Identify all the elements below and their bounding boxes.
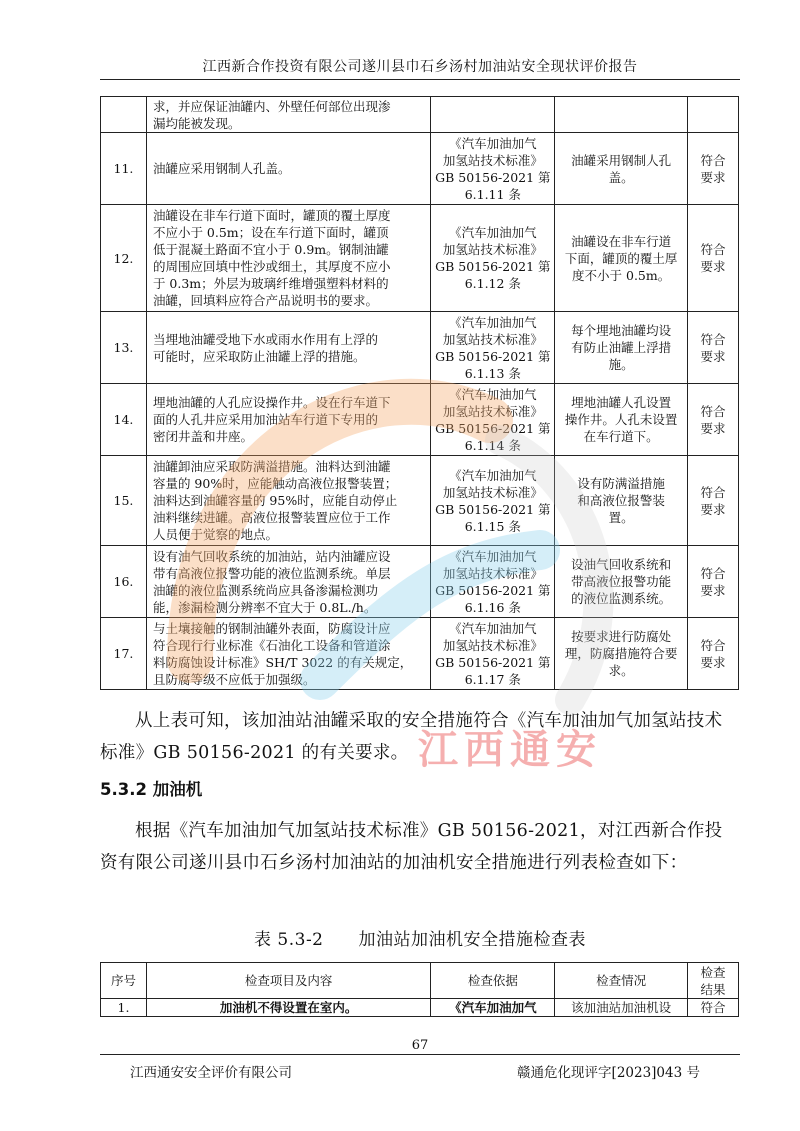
cell-basis-line: 加氢站技术标准》	[442, 637, 543, 653]
header-title: 江西新合作投资有限公司遂川县巾石乡汤村加油站安全现状评价报告	[202, 59, 638, 75]
header-check: 检查情况	[555, 963, 688, 999]
cell-no	[101, 97, 147, 133]
cell-requirement-line: 低于混凝土路面不宜小于 0.9m。钢制油罐	[152, 242, 389, 257]
cell-no: 1.	[101, 999, 147, 1017]
cell-result	[688, 133, 739, 205]
cell-basis-line: 6.1.11 条	[464, 186, 521, 202]
oil-tank-check-table	[100, 96, 739, 690]
cell-requirement-line: 漏均能被发现。	[152, 115, 241, 131]
cell-basis-line: 6.1.12 条	[464, 276, 521, 291]
cell-result-line: 符合	[700, 403, 726, 419]
cell-requirement-line: 符合现行行业标准《石油化工设备和管道涂	[152, 637, 391, 653]
header-divider	[100, 79, 740, 80]
cell-check-status	[555, 133, 688, 205]
cell-requirement-line: 可能时，应采取防止油罐上浮的措施。	[152, 348, 366, 364]
footer-divider	[100, 1054, 740, 1055]
table-row	[101, 312, 739, 384]
cell-check-status	[555, 97, 688, 133]
cell-result-line: 要求	[700, 501, 726, 517]
cell-result-line: 符合	[700, 242, 726, 257]
cell-requirement-line: 于 0.3m；外层为玻璃纤维增强塑料材料的	[152, 276, 389, 291]
cell-basis	[431, 312, 555, 384]
cell-requirement-line: 带有高液位报警功能的液位监测系统。单层	[152, 565, 391, 581]
cell-check-status	[555, 312, 688, 384]
cell-result-line: 符合	[700, 484, 726, 500]
cell-check-status	[555, 618, 688, 690]
cell-basis	[431, 618, 555, 690]
cell-check-status-line: 油罐采用钢制人孔	[571, 152, 672, 168]
cell-requirement-line: 设有油气回收系统的加油站，站内油罐应设	[152, 548, 391, 564]
cell-requirement	[146, 97, 430, 133]
cell-basis-line: 《汽车加油加气	[449, 225, 537, 240]
dispenser-check-table	[100, 962, 739, 1017]
header-no: 序号	[101, 963, 147, 999]
cell-check-status-line: 埋地油罐人孔设置	[571, 395, 672, 410]
table-row	[101, 999, 739, 1017]
cell-basis: 《汽车加油加气	[431, 999, 555, 1017]
cell-result	[688, 312, 739, 384]
cell-item: 加油机不得设置在室内。	[146, 999, 431, 1017]
cell-no: 14.	[101, 384, 147, 456]
cell-requirement	[146, 456, 430, 546]
cell-basis	[431, 97, 555, 133]
cell-requirement-line: 不应小于 0.5m；设在车行道下面时，罐顶	[152, 225, 389, 240]
cell-requirement-line: 当埋地油罐受地下水或雨水作用有上浮的	[152, 331, 378, 347]
cell-requirement	[146, 205, 430, 312]
cell-basis	[431, 546, 555, 618]
header-result	[688, 963, 739, 999]
cell-basis-line: GB 50156-2021 第	[435, 501, 551, 517]
cell-check-status-line: 求。	[608, 663, 634, 678]
cell-check-status-line: 度不小于 0.5m。	[572, 267, 671, 283]
cell-result-line: 要求	[700, 420, 726, 436]
header-item: 检查项目及内容	[146, 963, 431, 999]
cell-basis	[431, 205, 555, 312]
watermark-text: 江西通安	[418, 727, 602, 773]
table-row	[101, 456, 739, 546]
cell-basis	[431, 384, 555, 456]
cell-result-line: 符合	[700, 637, 726, 653]
table-row	[101, 384, 739, 456]
cell-requirement-line: 油罐应采用钢制人孔盖。	[152, 161, 291, 176]
cell-requirement	[146, 133, 430, 205]
cell-requirement	[146, 312, 430, 384]
cell-requirement	[146, 384, 430, 456]
table-row	[101, 546, 739, 618]
cell-result	[688, 97, 739, 133]
cell-check-status-line: 盖。	[608, 169, 634, 185]
conclusion-paragraph: 从上表可知，该加油站油罐采取的安全措施符合《汽车加油加气加氢站技术标准》GB 50156-2021 的有关要求。	[100, 711, 723, 763]
cell-check-status-line: 的液位监测系统。	[571, 591, 672, 606]
footer-company: 江西通安安全评价有限公司	[130, 1065, 292, 1081]
cell-requirement-line: 埋地油罐的人孔应设操作井。设在行车道下	[152, 395, 391, 410]
cell-result-line: 符合	[700, 331, 726, 347]
cell-basis-line: GB 50156-2021 第	[435, 348, 551, 364]
cell-requirement-line: 人员便于觉察的地点。	[152, 527, 278, 542]
cell-basis-line: 加氢站技术标准》	[442, 403, 543, 419]
footer-report-number: 赣通危化现评字[2023]043 号	[517, 1065, 700, 1081]
cell-check-status-line: 下面，罐顶的覆土厚	[564, 250, 678, 266]
cell-basis-line: 加氢站技术标准》	[442, 331, 543, 347]
cell-requirement-line: 的周围应回填中性沙或细土，其厚度不应小	[152, 259, 391, 274]
cell-basis-line: GB 50156-2021 第	[435, 169, 551, 185]
cell-no: 13.	[101, 312, 147, 384]
cell-check-status	[555, 546, 688, 618]
oil-tank-table-body	[101, 97, 739, 690]
cell-basis-line: 加氢站技术标准》	[442, 484, 543, 500]
page-number: 67	[411, 1038, 429, 1053]
cell-result-line: 要求	[700, 348, 726, 364]
cell-requirement-line: 油料继续进罐。高液位报警装置应位于工作	[152, 510, 391, 525]
cell-requirement-line: 油罐的液位监测系统尚应具备渗漏检测功	[152, 582, 378, 598]
cell-result: 符合	[688, 999, 739, 1017]
cell-result	[688, 384, 739, 456]
cell-basis-line: 《汽车加油加气	[449, 135, 537, 151]
cell-basis-line: 6.1.15 条	[464, 518, 521, 534]
header-result-line2: 结果	[700, 981, 726, 997]
cell-check-status-line: 按要求进行防腐处	[571, 629, 672, 644]
cell-requirement-line: 油罐设在非车行道下面时，罐顶的覆土厚度	[152, 208, 391, 223]
cell-no: 17.	[101, 618, 147, 690]
cell-requirement-line: 容量的 90%时，应能触动高液位报警装置；	[152, 476, 398, 491]
cell-result-line: 要求	[700, 259, 726, 274]
cell-basis-line: GB 50156-2021 第	[435, 582, 551, 598]
cell-check-status-line: 设油气回收系统和	[571, 557, 672, 572]
cell-check: 该加油站加油机设	[555, 999, 688, 1017]
cell-requirement-line: 且防腐等级不应低于加强级。	[152, 671, 316, 687]
cell-requirement-line: 密闭井盖和井座。	[152, 429, 253, 444]
cell-no: 16.	[101, 546, 147, 618]
cell-basis-line: 《汽车加油加气	[449, 386, 537, 402]
table-row	[101, 618, 739, 690]
cell-basis-line: 《汽车加油加气	[449, 548, 537, 564]
cell-basis-line: 6.1.17 条	[464, 671, 521, 687]
table-caption: 表 5.3-2 加油站加油机安全措施检查表	[254, 930, 586, 950]
table-row	[101, 97, 739, 133]
cell-basis-line: 6.1.14 条	[464, 437, 521, 453]
cell-requirement-line: 与土壤接触的钢制油罐外表面，防腐设计应	[152, 620, 391, 636]
cell-result	[688, 618, 739, 690]
cell-result-line: 要求	[700, 582, 726, 598]
cell-requirement-line: 能，渗漏检测分辨率不宜大于 0.8L./h。	[152, 599, 377, 615]
cell-check-status-line: 带高液位报警功能	[571, 574, 672, 589]
section-heading: 5.3.2 加油机	[100, 780, 203, 799]
cell-result-line: 符合	[700, 565, 726, 581]
cell-result-line: 符合	[700, 152, 726, 168]
cell-check-status-line: 操作井。人孔未设置	[564, 412, 678, 427]
cell-basis	[431, 456, 555, 546]
cell-result-line: 要求	[700, 169, 726, 185]
cell-basis	[431, 133, 555, 205]
cell-check-status-line: 理，防腐措施符合要	[564, 646, 678, 661]
table-header-row	[101, 963, 739, 999]
cell-basis-line: GB 50156-2021 第	[435, 420, 551, 436]
cell-no: 12.	[101, 205, 147, 312]
header-result-line1: 检查	[700, 964, 726, 980]
cell-result-line: 要求	[700, 654, 726, 670]
cell-check-status-line: 设有防满溢措施	[577, 476, 665, 491]
cell-requirement-line: 油料达到油罐容量的 95%时，应能自动停止	[152, 493, 398, 508]
cell-requirement-line: 油罐，回填料应符合产品说明书的要求。	[152, 293, 378, 308]
cell-basis-line: 6.1.13 条	[464, 365, 521, 381]
cell-requirement-line: 油罐卸油应采取防满溢措施。油料达到油罐	[152, 459, 391, 474]
cell-check-status-line: 油罐设在非车行道	[571, 233, 672, 249]
cell-requirement-line: 料防腐蚀设计标准》SH/T 3022 的有关规定，	[152, 654, 413, 670]
cell-check-status-line: 每个埋地油罐均设	[571, 323, 672, 338]
cell-basis-line: 加氢站技术标准》	[442, 565, 543, 581]
cell-requirement	[146, 618, 430, 690]
cell-check-status-line: 和高液位报警装	[577, 493, 665, 508]
header-basis: 检查依据	[431, 963, 555, 999]
cell-check-status-line: 在车行道下。	[583, 429, 659, 444]
cell-result	[688, 456, 739, 546]
cell-result	[688, 205, 739, 312]
cell-basis-line: 《汽车加油加气	[449, 467, 537, 483]
cell-check-status-line: 有防止油罐上浮措	[571, 340, 672, 355]
cell-basis-line: 6.1.16 条	[464, 599, 521, 615]
cell-basis-line: 《汽车加油加气	[449, 314, 537, 330]
cell-check-status	[555, 456, 688, 546]
cell-check-status	[555, 205, 688, 312]
cell-requirement	[146, 546, 430, 618]
cell-requirement-line: 求，并应保证油罐内、外壁任何部位出现渗	[152, 98, 391, 114]
cell-check-status-line: 施。	[608, 357, 634, 372]
table-row	[101, 133, 739, 205]
cell-no: 11.	[101, 133, 147, 205]
cell-basis-line: 《汽车加油加气	[449, 620, 537, 636]
basis-paragraph: 根据《汽车加油加气加氢站技术标准》GB 50156-2021，对江西新合作投资有限公司遂川县巾石乡汤村加油站的加油机安全措施进行列表检查如下：	[100, 821, 723, 873]
cell-basis-line: GB 50156-2021 第	[435, 654, 551, 670]
cell-basis-line: 加氢站技术标准》	[442, 152, 543, 168]
cell-check-status	[555, 384, 688, 456]
cell-requirement-line: 面的人孔井应采用加油站车行道下专用的	[152, 412, 378, 427]
cell-basis-line: 加氢站技术标准》	[442, 242, 543, 257]
cell-check-status-line: 置。	[608, 510, 634, 525]
table-row	[101, 205, 739, 312]
cell-result	[688, 546, 739, 618]
cell-basis-line: GB 50156-2021 第	[435, 259, 551, 274]
cell-no: 15.	[101, 456, 147, 546]
